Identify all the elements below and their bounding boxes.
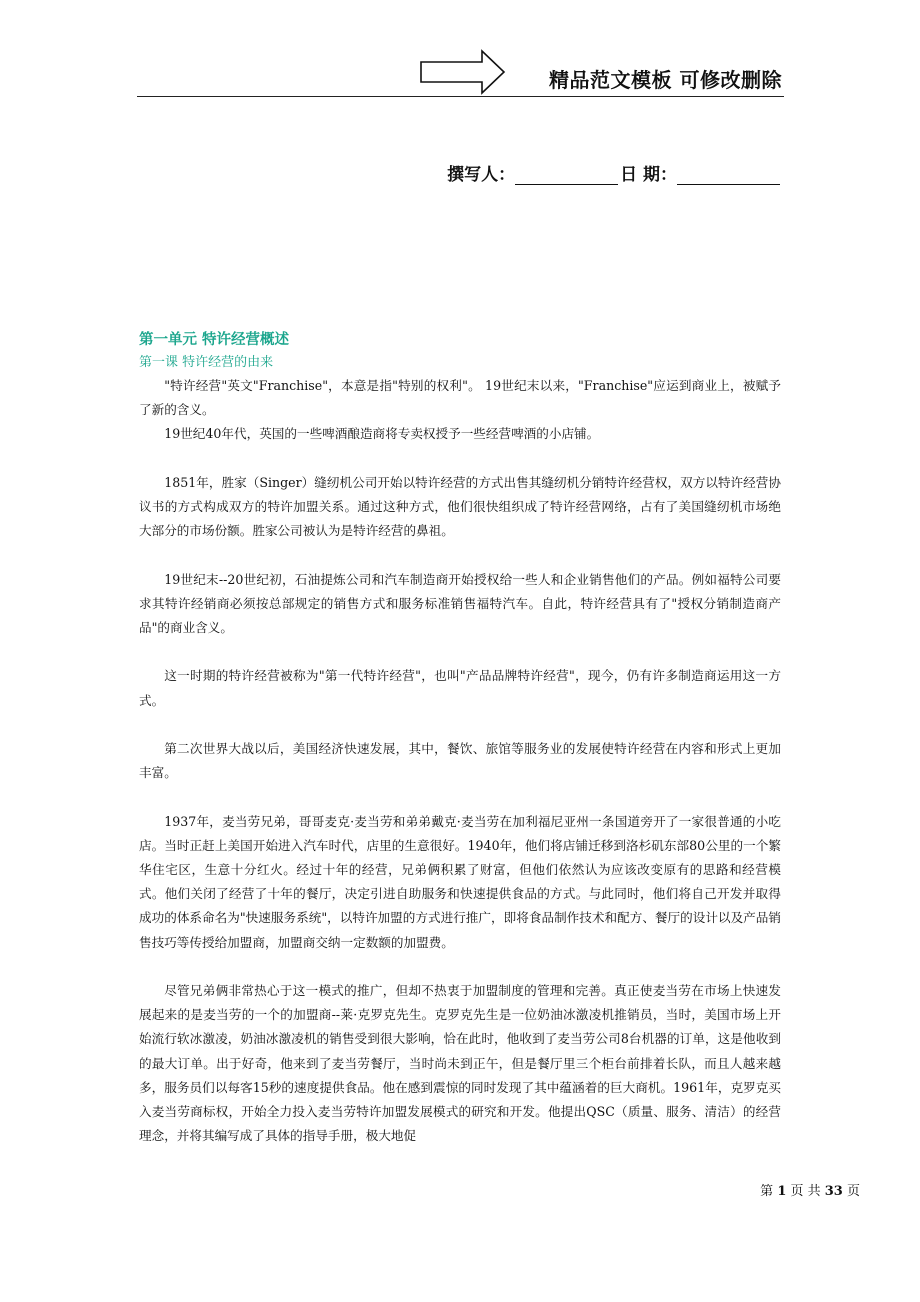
- paragraph: 19世纪末--20世纪初，石油提炼公司和汽车制造商开始授权给一些人和企业销售他们的产品。例如福特公司要求其特许经销商必须按总部规定的销售方式和服务标准销售福特汽车。自此，特许经营具有了"授权分销制造商产品"的商业含义。: [139, 571, 781, 635]
- header-title: 精品范文模板 可修改删除: [549, 68, 782, 92]
- paragraph: 1937年，麦当劳兄弟，哥哥麦克·麦当劳和弟弟戴克·麦当劳在加利福尼亚州一条国道旁开了一家很普通的小吃店。当时正赶上美国开始进入汽车时代，店里的生意很好。1940年，他们将店铺迁移到洛杉矶东部80公里的一个繁华住宅区，生意十分红火。经过十年的经营，兄弟俩积累了财富，但他们依然认为应该改变原有的思路和经营模式。他们关闭了经营了十年的餐厅，决定引进自助服务和快速提供食品的方式。与此同时，他们将自己开发并取得成功的体系命名为"快速服务系统"，以特许加盟的方式进行推广，即将食品制作技术和配方、餐厅的设计以及产品销售技巧等传授给加盟商，加盟商交纳一定数额的加盟费。: [139, 813, 781, 950]
- header-divider: [137, 96, 784, 97]
- lesson-title: 第一课 特许经营的由来: [139, 355, 274, 370]
- paragraph: 尽管兄弟俩非常热心于这一模式的推广，但却不热衷于加盟制度的管理和完善。真正使麦当劳在市场上快速发展起来的是麦当劳的一个的加盟商--莱·克罗克先生。克罗克先生是一位奶油冰激凌机推销员，当时，美国市场上开始流行软冰激凌，奶油冰激凌机的销售受到很大影响，恰在此时，他收到了麦当劳公司8台机器的订单，这是他收到的最大订单。出于好奇，他来到了麦当劳餐厅，当时尚未到正午，但是餐厅里三个柜台前排着长队，而且人越来越多，服务员们以每客15秒的速度提供食品。他在感到震惊的同时发现了其中蕴涵着的巨大商机。1961年，克罗克买入麦当劳商标权，开始全力投入麦当劳特许加盟发展模式的研究和开发。他提出QSC（质量、服务、清洁）的经营理念，并将其编写成了具体的指导手册，极大地促: [139, 982, 781, 1144]
- paragraph-gap: [139, 785, 781, 809]
- date-label: 日 期：: [620, 165, 677, 185]
- footer-middle: 页 共: [786, 1184, 825, 1199]
- footer-prefix: 第: [760, 1184, 778, 1199]
- arrow-right-icon: [418, 49, 506, 95]
- paragraph-gap: [139, 640, 781, 664]
- current-page-number: 1: [777, 1184, 787, 1199]
- author-date-line: [447, 160, 782, 185]
- author-label: 撰写人：: [447, 165, 516, 185]
- footer-suffix: 页: [842, 1184, 860, 1199]
- document-body: [139, 328, 781, 1148]
- paragraph-gap: [139, 543, 781, 567]
- date-blank: [677, 166, 780, 185]
- total-page-count: 33: [824, 1184, 843, 1199]
- paragraph: 19世纪40年代，英国的一些啤酒酿造商将专卖权授予一些经营啤酒的小店铺。: [164, 426, 600, 442]
- paragraph-gap: [139, 955, 781, 979]
- paragraph-gap: [139, 447, 781, 471]
- author-blank: [515, 166, 618, 185]
- unit-title: 第一单元 特许经营概述: [139, 332, 290, 348]
- page-footer: [760, 1180, 860, 1199]
- paragraph: 这一时期的特许经营被称为"第一代特许经营"，也叫"产品品牌特许经营"，现今，仍有许多制造商运用这一方式。: [139, 668, 781, 708]
- paragraph: 第二次世界大战以后，美国经济快速发展，其中，餐饮、旅馆等服务业的发展使特许经营在内容和形式上更加丰富。: [139, 740, 781, 781]
- paragraph: "特许经营"英文"Franchise"，本意是指"特别的权利"。 19世纪末以来，"Franchise"应运到商业上，被赋予了新的含义。: [139, 378, 781, 418]
- paragraph: 1851年，胜家（Singer）缝纫机公司开始以特许经营的方式出售其缝纫机分销特许经营权，双方以特许经营协议书的方式构成双方的特许加盟关系。通过这种方式，他们很快组织成了特许经营网络，占有了美国缝纫机市场绝大部分的市场份额。胜家公司被认为是特许经营的鼻祖。: [139, 474, 781, 539]
- paragraph-gap: [139, 713, 781, 737]
